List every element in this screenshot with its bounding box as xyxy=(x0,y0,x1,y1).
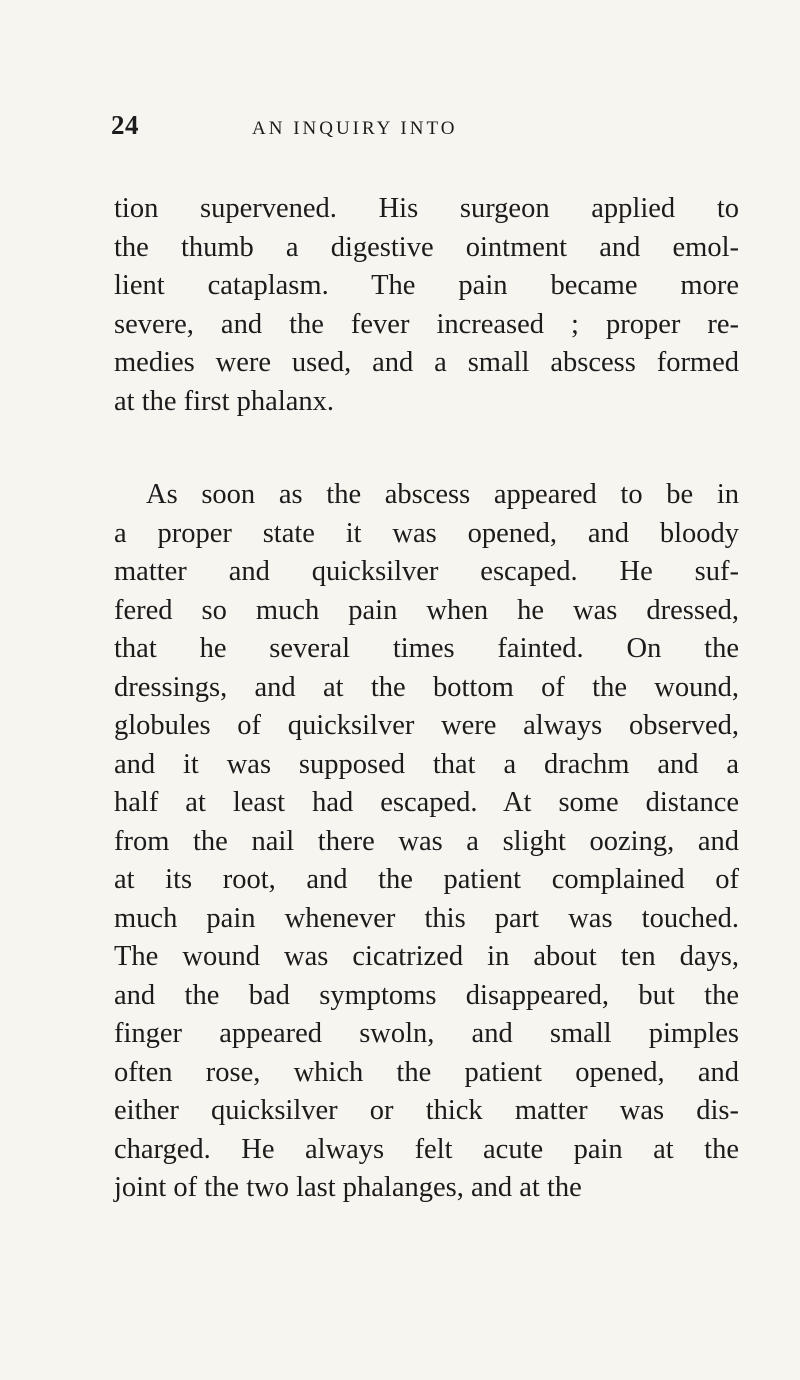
text-line: at its root, and the patient complained of xyxy=(114,864,739,895)
text-line: As soon as the abscess appeared to be in xyxy=(146,479,739,510)
text-line: much pain whenever this part was touched. xyxy=(114,902,739,934)
text-line: the thumb a digestive ointment and emol- xyxy=(114,231,739,263)
text-line: fered so much pain when he was dressed, xyxy=(114,594,739,626)
page-header xyxy=(0,110,800,150)
page-number: 24 xyxy=(111,110,139,140)
text-line: either quicksilver or thick matter was dis- xyxy=(114,1095,739,1126)
body-text xyxy=(114,190,739,1208)
text-line: a proper state it was opened, and bloody xyxy=(114,517,739,549)
text-line: and the bad symptoms disappeared, but the xyxy=(114,979,739,1011)
text-line: from the nail there was a slight oozing, and xyxy=(114,825,739,857)
text-line: finger appeared swoln, and small pimples xyxy=(114,1018,739,1049)
text-line: severe, and the fever increased ; proper re- xyxy=(114,308,739,340)
text-line: The wound was cicatrized in about ten days, xyxy=(114,941,739,972)
text-line: medies were used, and a small abscess formed xyxy=(114,347,739,378)
text-line: tion supervened. His surgeon applied to xyxy=(114,193,739,224)
running-head: AN INQUIRY INTO xyxy=(252,118,458,139)
text-line: often rose, which the patient opened, and xyxy=(114,1056,739,1088)
text-line: lient cataplasm. The pain became more xyxy=(114,270,739,301)
paragraph xyxy=(114,476,739,1208)
text-line: that he several times fainted. On the xyxy=(114,633,739,664)
text-line: and it was supposed that a drachm and a xyxy=(114,748,739,780)
text-line: charged. He always felt acute pain at the xyxy=(114,1133,739,1165)
text-line: matter and quicksilver escaped. He suf- xyxy=(114,556,739,587)
text-line: half at least had escaped. At some distance xyxy=(114,787,739,818)
text-line: joint of the two last phalanges, and at the xyxy=(114,1172,582,1203)
text-line: globules of quicksilver were always observed, xyxy=(114,710,739,741)
text-line: dressings, and at the bottom of the wound, xyxy=(114,671,739,703)
paragraph xyxy=(114,190,739,421)
text-line: at the first phalanx. xyxy=(114,385,335,417)
